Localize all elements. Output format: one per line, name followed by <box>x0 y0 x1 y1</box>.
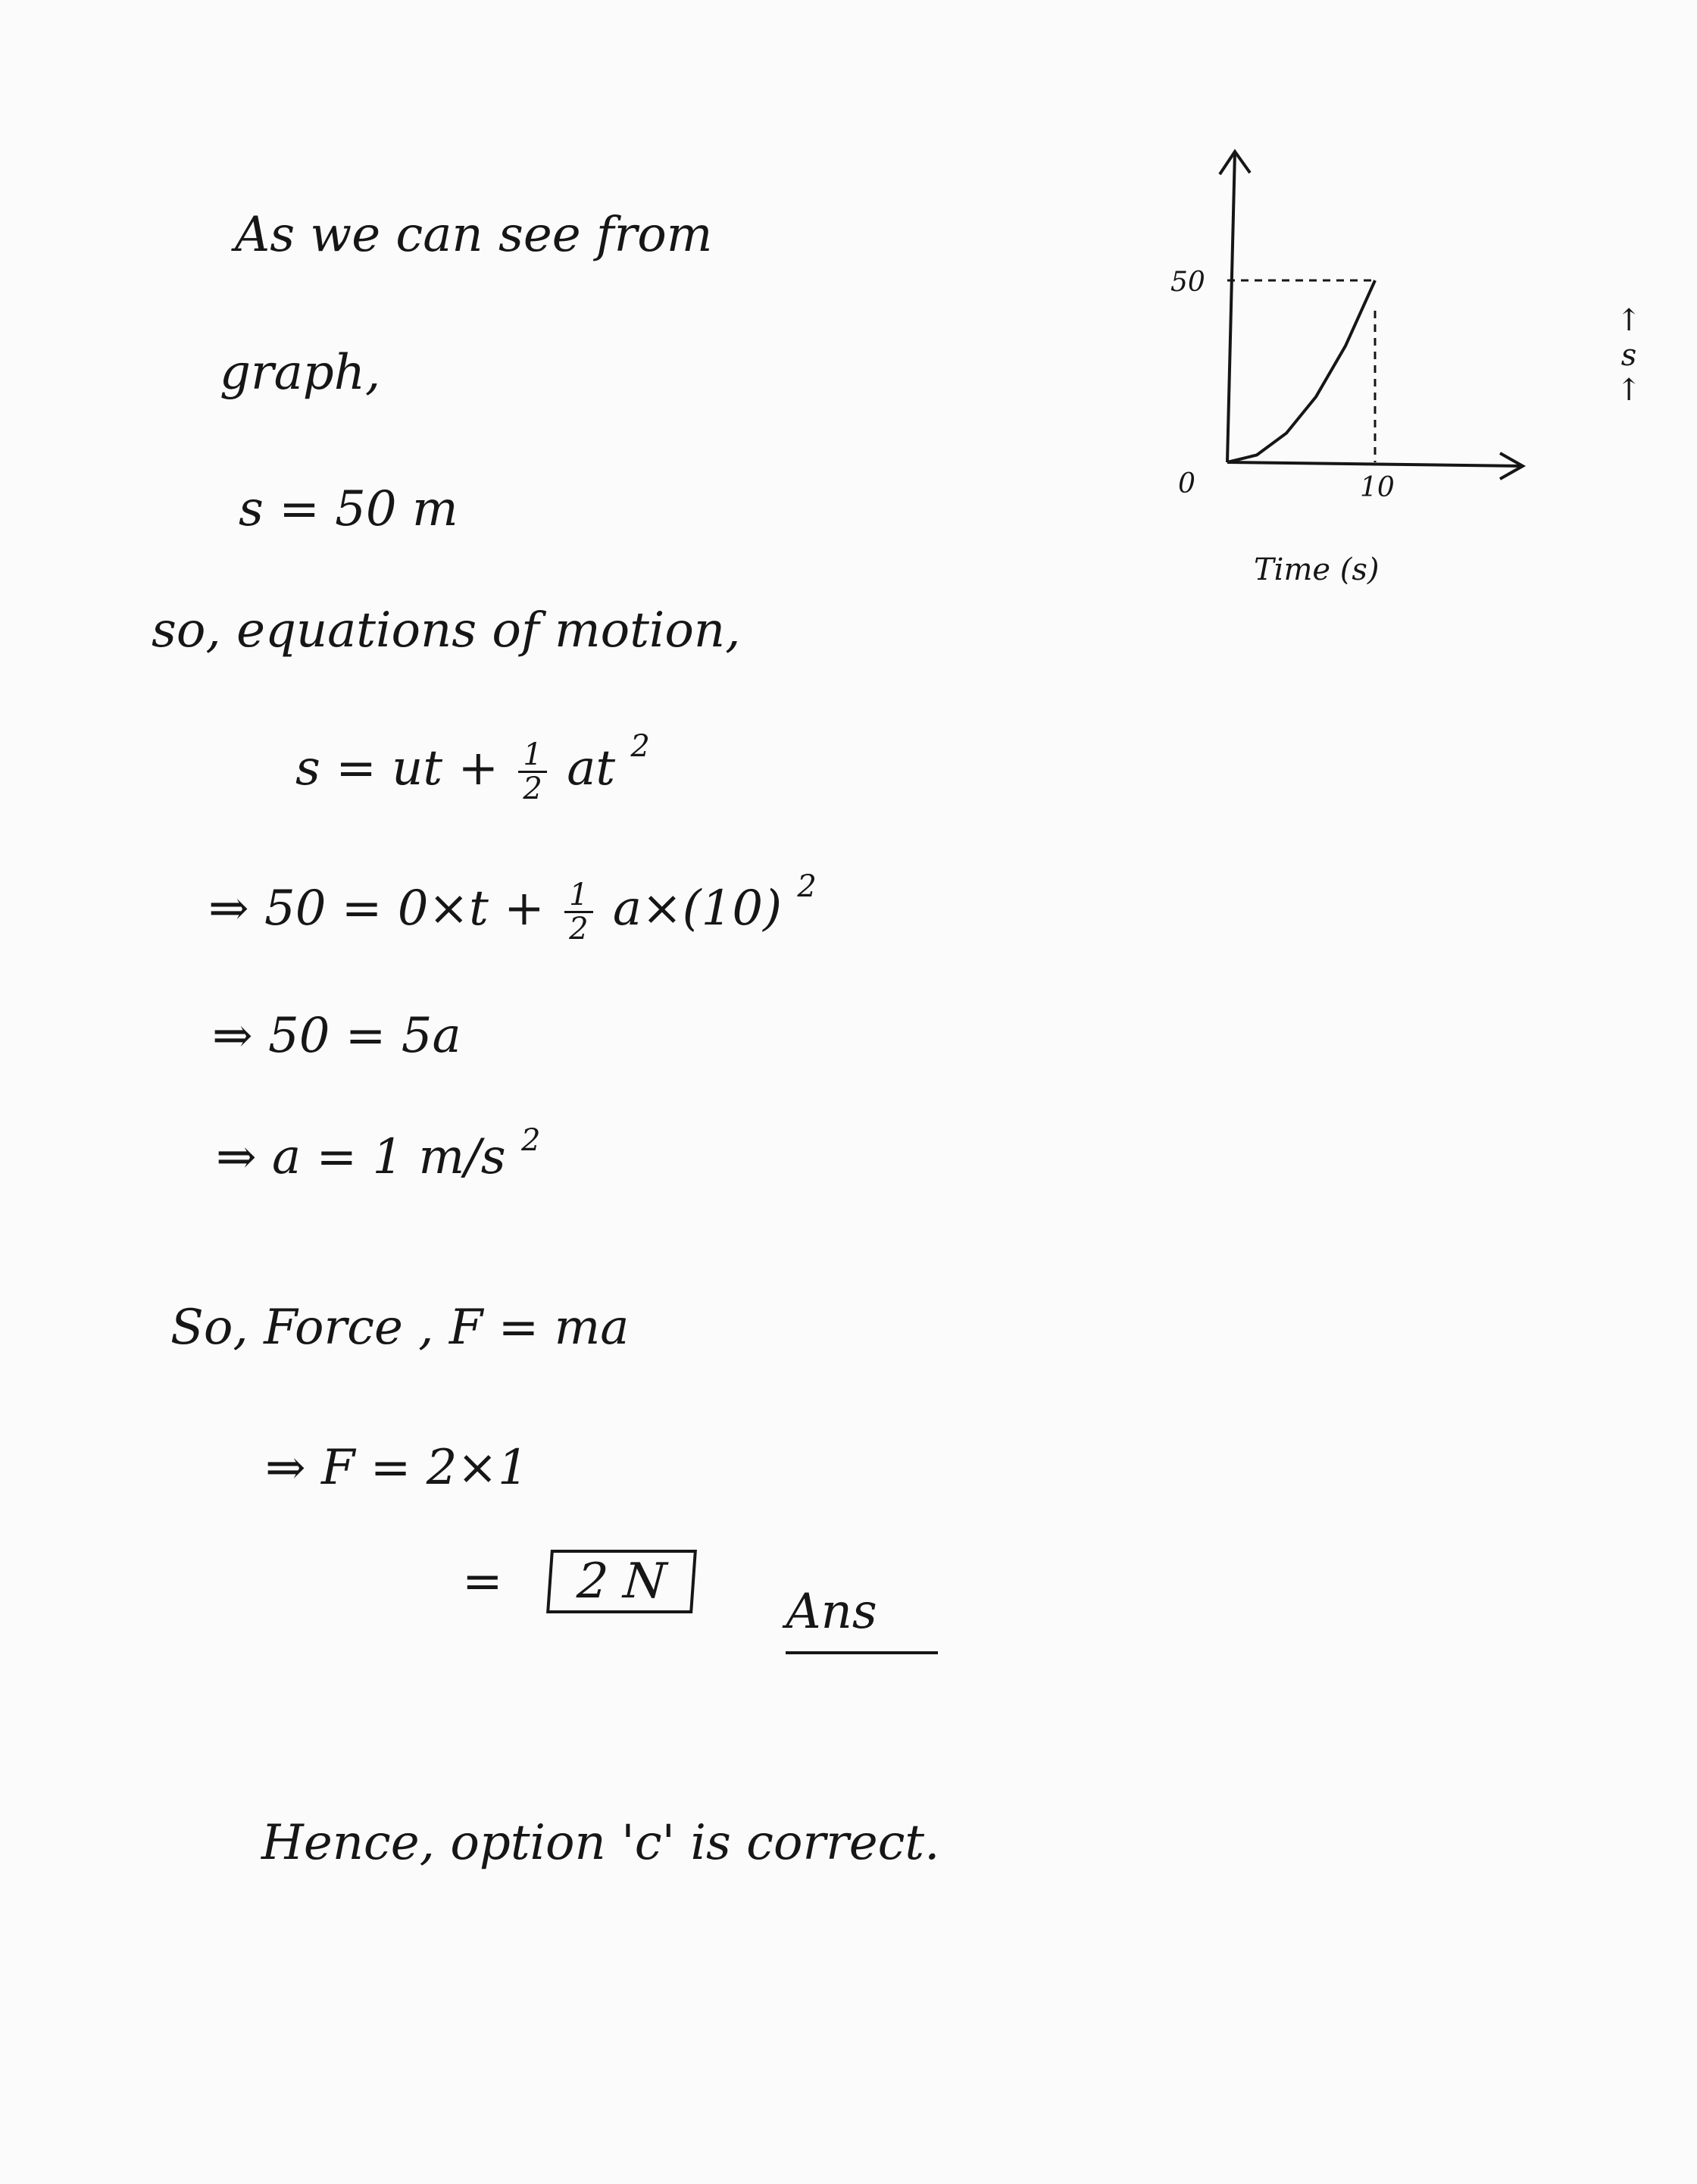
x-tick-label: 10 <box>1360 472 1395 503</box>
equation-4 <box>216 1123 541 1185</box>
s-value-text: s = 50 m <box>239 481 458 537</box>
x-axis <box>1227 462 1523 466</box>
s-value-line <box>239 481 458 537</box>
eq1-rhs: at <box>567 740 616 796</box>
y-axis-label-group <box>1606 303 1652 408</box>
eq1-lhs: s = ut + <box>295 740 499 796</box>
equation-1 <box>295 729 650 806</box>
eq1-frac-den: 2 <box>523 771 542 806</box>
eq2-exponent: 2 <box>797 869 817 904</box>
equation-2 <box>208 869 817 947</box>
conclusion-line <box>261 1815 940 1871</box>
arrow-up-icon: ↑ <box>1616 303 1642 338</box>
equations-heading-text: so, equations of motion, <box>152 602 741 659</box>
eq4-exponent: 2 <box>520 1123 541 1158</box>
x-axis-label: Time (s) <box>1254 552 1380 587</box>
intro-line-1 <box>235 207 713 263</box>
y-axis-label: s <box>1620 338 1637 373</box>
intro-text-2: graph, <box>220 345 381 401</box>
eq2-rhs: a×(10) <box>612 881 783 937</box>
answer-label: Ans <box>786 1588 937 1654</box>
eq4-text: ⇒ a = 1 m/s <box>216 1129 506 1185</box>
arrow-up-icon: ↑ <box>1616 373 1642 408</box>
equations-heading <box>152 602 741 659</box>
y-tick-label: 50 <box>1170 267 1205 298</box>
force-text: So, Force , F = ma <box>170 1300 630 1356</box>
series-curve <box>1227 280 1375 462</box>
eq3-text: ⇒ 50 = 5a <box>212 1008 461 1064</box>
intro-text-1: As we can see from <box>235 207 713 263</box>
force-result-line <box>462 1550 938 1640</box>
displacement-time-graph <box>1136 129 1576 614</box>
result-equals: = <box>462 1554 503 1610</box>
boxed-answer: 2 N <box>546 1550 697 1613</box>
eq1-fraction <box>518 739 546 805</box>
eq2-lhs: ⇒ 50 = 0×t + <box>208 881 545 937</box>
conclusion-text: Hence, option 'c' is correct. <box>261 1815 940 1871</box>
force-line <box>170 1300 630 1356</box>
intro-line-2 <box>220 345 381 401</box>
eq1-frac-num: 1 <box>518 739 546 773</box>
eq1-exponent: 2 <box>630 729 650 764</box>
origin-label: 0 <box>1178 468 1195 499</box>
eq2-frac-den: 2 <box>569 912 589 947</box>
force-calc-text: ⇒ F = 2×1 <box>265 1440 529 1496</box>
force-calc <box>265 1440 529 1496</box>
eq2-fraction <box>564 879 592 945</box>
y-axis <box>1227 152 1235 462</box>
eq2-frac-num: 1 <box>564 879 592 913</box>
equation-3 <box>212 1008 461 1064</box>
